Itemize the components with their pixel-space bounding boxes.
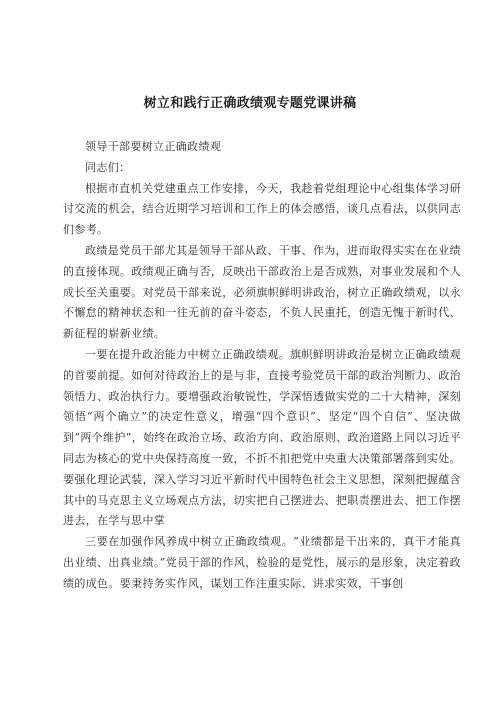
paragraph-1: 根据市直机关党建重点工作安排，今天，我趁着党组理论中心组集体学习研讨交流的机会，结合近期学习培训和工作上的体会感悟，谈几点看法，以供同志们参考。 [63,181,461,237]
paragraph-2: 政绩是党员干部尤其是领导干部从政、干事、作为，进而取得实实在在业绩的直接体现。政绩观正确与否，反映出干部政治上是否成熟，对事业发展和个人成长至关重要。对党员干部来说，必须旗帜鲜明讲政治，树立正确政绩观，以永不懈怠的精神状态和一往无前的奋斗姿态，不负人民重托，创造无愧于新时代、新征程的崭新业绩。 [63,243,461,341]
document-title: 树立和践行正确政绩观专题党课讲稿 [143,96,357,111]
subtitle-line: 领导干部要树立正确政绩观 [85,140,222,153]
salutation-line: 同志们： [85,160,131,174]
paragraph-3: 一要在提升政治能力中树立正确政绩观。旗帜鲜明讲政治是树立正确政绩观的首要前提。如何对待政治上的是与非，直接考验党员干部的政治判断力、政治领悟力、政治执行力。要增强政治敏锐性，学深悟透做实党的二十大精神，深刻领悟“两个确立”的决定性意义，增强“四个意识”、坚定“四个自信”、坚决做到“两个维护”，始终在政治立场、政治方向、政治原则、政治道路上同以习近平同志为核心的党中央保持高度一致，不折不扣把党中央重大决策部署落到实处。要强化理论武装，深入学习习近平新时代中国特色社会主义思想，深刻把握蕴含其中的马克思主义立场观点方法，切实把自己摆进去、把职责摆进去、把工作摆进去，在学与思中掌 [63,347,461,528]
paragraph-4: 三要在加强作风养成中树立正确政绩观。“业绩都是干出来的，真干才能真出业绩、出真业绩。”党员干部的作风，检验的是党性，展示的是形象，决定着政绩的成色。要秉持务实作风，谋划工作注重实际、讲求实效，干事创 [63,535,461,590]
document-body [63,137,461,595]
